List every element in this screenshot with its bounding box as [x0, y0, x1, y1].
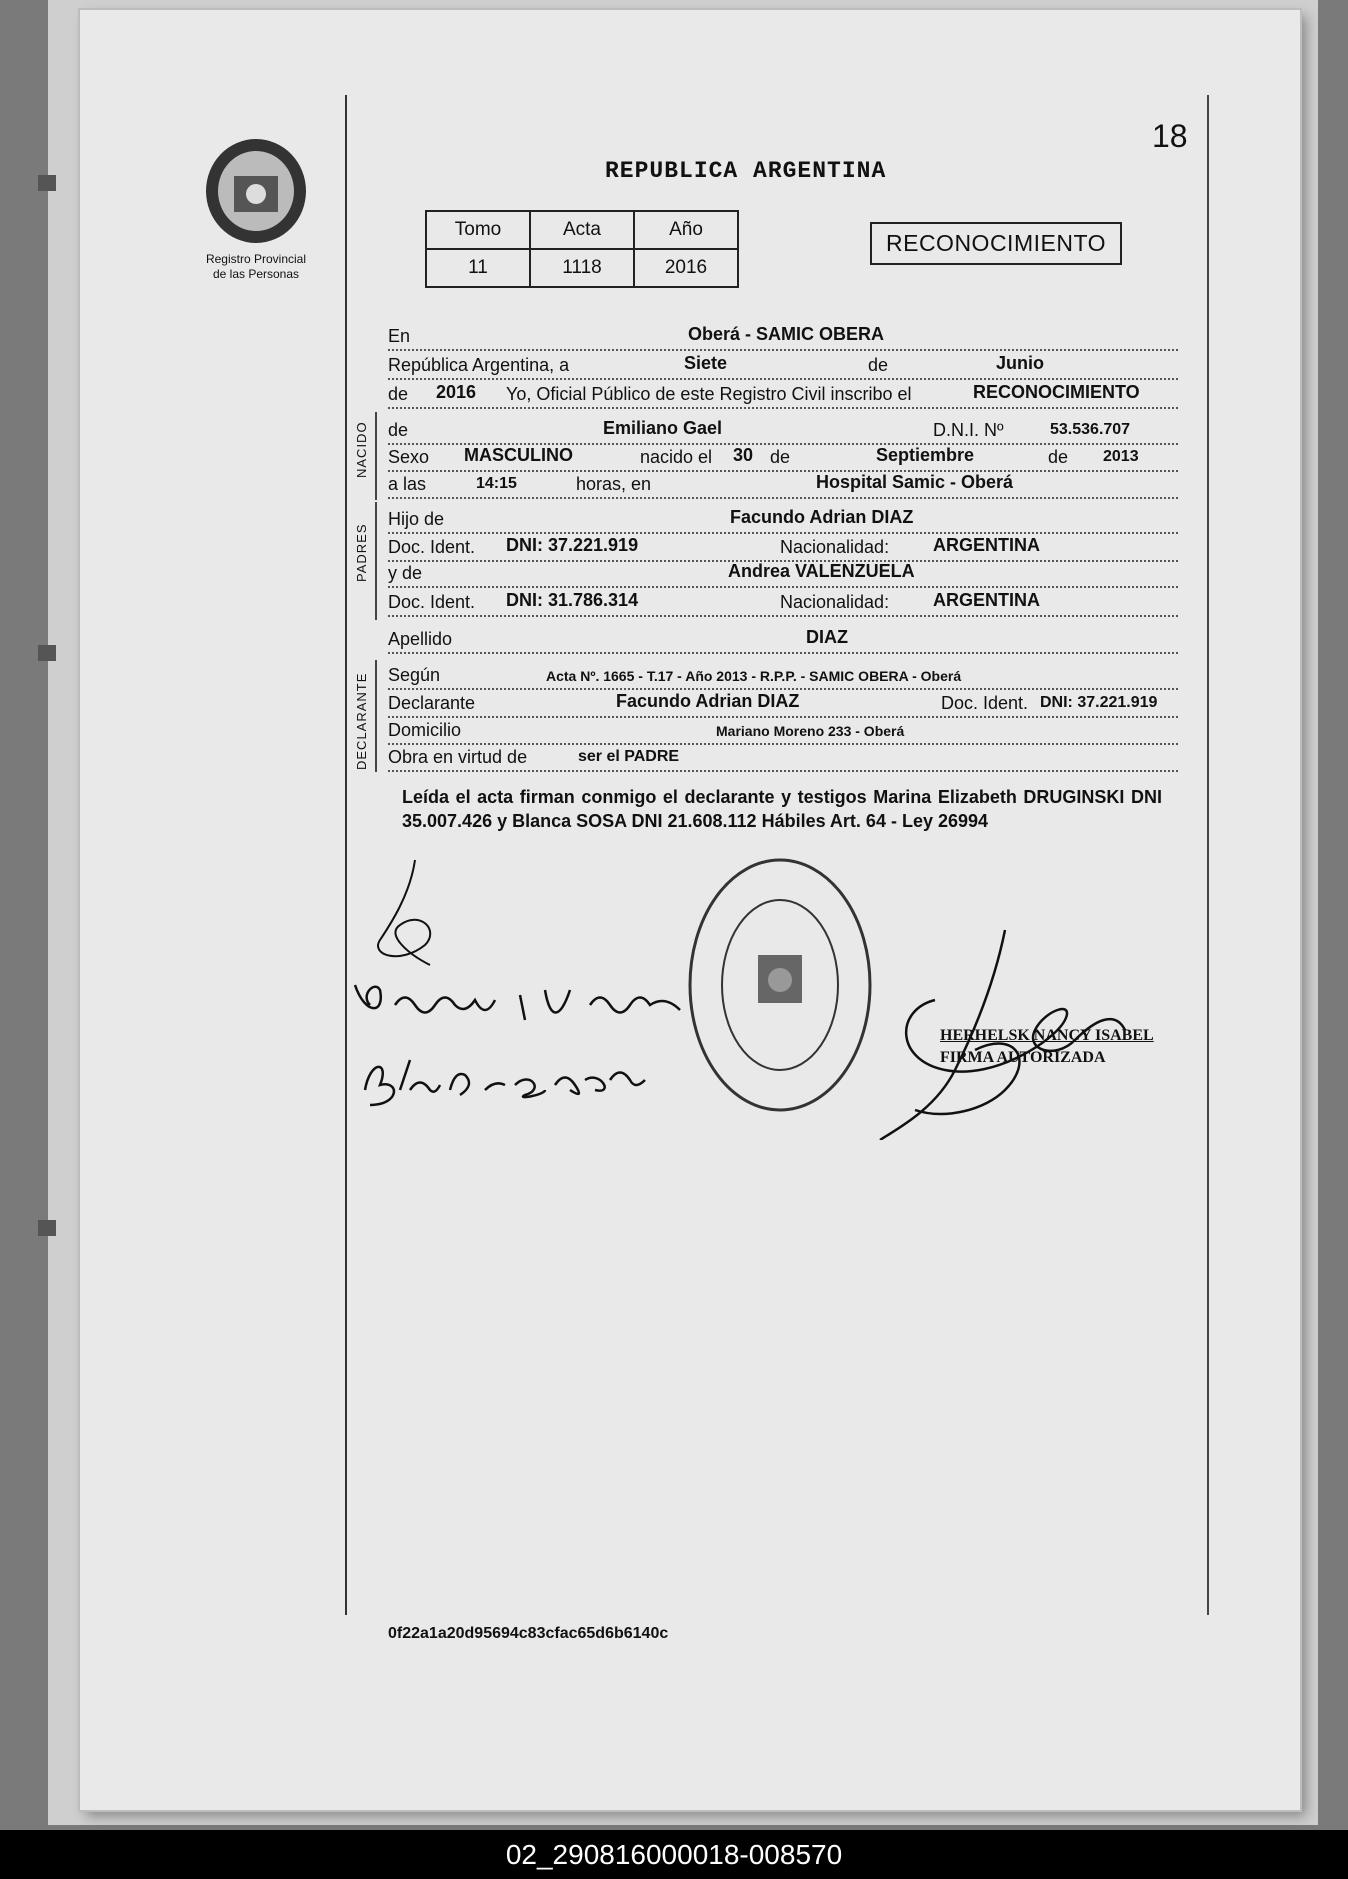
label: Sexo [388, 447, 430, 467]
declarante-name: Facundo Adrian DIAZ [616, 691, 800, 711]
declarante-doc: DNI: 37.221.919 [1040, 694, 1158, 711]
emblem-caption-line: Registro Provincial [205, 252, 307, 266]
birth-time: 14:15 [476, 475, 517, 492]
line-place [388, 323, 1178, 351]
binder-clip [38, 1220, 56, 1236]
birth-place: Hospital Samic - Oberá [816, 472, 1014, 492]
label: de [770, 447, 791, 467]
line-father [388, 506, 1178, 534]
label: Yo, Oficial Público de este Registro Civil inscribo el [506, 384, 912, 404]
witness-signature-druginsky [345, 975, 705, 1035]
side-label-padres: PADRES [354, 523, 369, 582]
label: Nacionalidad: [780, 592, 890, 612]
label: Obra en virtud de [388, 747, 528, 767]
declarant-signature [370, 855, 470, 975]
surname-value: DIAZ [806, 627, 848, 647]
father-name: Facundo Adrian DIAZ [730, 507, 914, 527]
record-header: Año [634, 211, 738, 249]
place-value: Oberá - SAMIC OBERA [688, 324, 885, 344]
birth-year: 2013 [1103, 448, 1139, 465]
label: República Argentina, a [388, 355, 570, 375]
child-dni: 53.536.707 [1050, 421, 1131, 438]
child-name: Emiliano Gael [603, 418, 723, 438]
record-value: 11 [426, 249, 530, 287]
page-number: 18 [1152, 118, 1188, 154]
label: Domicilio [388, 720, 462, 740]
segun-value: Acta Nº. 1665 - T.17 - Año 2013 - R.P.P. - SAMIC OBERA - Oberá [546, 668, 962, 684]
record-header: Acta [530, 211, 634, 249]
line-name [388, 417, 1178, 445]
label: Declarante [388, 693, 476, 713]
mother-doc: DNI: 31.786.314 [506, 590, 639, 610]
closing-paragraph: Leída el acta firman conmigo el declarante y testigos Marina Elizabeth DRUGINSKI DNI 35.007.426 y Blanca SOSA DNI 21.608.112 Hábiles Art. 64 - Ley 26994 [402, 787, 1162, 831]
line-mother-doc [388, 589, 1178, 617]
mother-nationality: ARGENTINA [933, 590, 1040, 610]
authority-name: HERHELSK NANCY ISABEL [940, 1027, 1154, 1044]
birth-day: 30 [733, 445, 754, 465]
label: horas, en [576, 474, 652, 494]
witness-signature-sosa [355, 1050, 655, 1110]
file-id-footer: 02_290816000018-008570 [0, 1830, 1348, 1879]
record-value: 1118 [530, 249, 634, 287]
label: Doc. Ident. [941, 693, 1029, 713]
label: Nacionalidad: [780, 537, 890, 557]
section-divider [375, 412, 377, 500]
birth-month: Septiembre [876, 445, 975, 465]
line-birthplace [388, 471, 1178, 499]
father-nationality: ARGENTINA [933, 535, 1040, 555]
label: En [388, 326, 411, 346]
mother-name: Andrea VALENZUELA [728, 561, 915, 581]
line-obra [388, 744, 1178, 772]
binder-clip [38, 645, 56, 661]
month-value: Junio [996, 353, 1044, 373]
line-birth [388, 444, 1178, 472]
year-value: 2016 [436, 382, 477, 402]
label: de [388, 384, 409, 404]
label: Hijo de [388, 509, 445, 529]
line-mother [388, 560, 1178, 588]
binder-clip [38, 175, 56, 191]
label: Doc. Ident. [388, 592, 476, 612]
day-value: Siete [684, 353, 728, 373]
side-label-nacido: NACIDO [354, 421, 369, 478]
line-segun [388, 662, 1178, 690]
label: de [388, 420, 409, 440]
authority-role: FIRMA AUTORIZADA [940, 1049, 1106, 1066]
emblem-caption [186, 252, 326, 282]
label: y de [388, 563, 423, 583]
sex-value: MASCULINO [464, 445, 573, 465]
record-header: Tomo [426, 211, 530, 249]
registry-seal [680, 850, 880, 1120]
record-value: 2016 [634, 249, 738, 287]
label: D.N.I. Nº [933, 420, 1004, 440]
line-declarante [388, 690, 1178, 718]
label: Apellido [388, 629, 453, 649]
line-date [388, 352, 1178, 380]
record-table [425, 210, 739, 288]
emblem-caption-line: de las Personas [212, 267, 300, 281]
label: a las [388, 474, 427, 494]
section-divider [375, 660, 377, 772]
label: de [868, 355, 889, 375]
obra-value: ser el PADRE [578, 748, 680, 765]
authority-block [940, 1025, 1154, 1069]
act-type-box: RECONOCIMIENTO [870, 222, 1122, 265]
line-year [388, 381, 1178, 409]
document-hash: 0f22a1a20d95694c83cfac65d6b6140c [388, 1625, 669, 1642]
province-emblem-icon [196, 136, 316, 246]
line-father-doc [388, 534, 1178, 562]
side-label-declarante: DECLARANTE [354, 672, 369, 770]
label: de [1048, 447, 1069, 467]
father-doc: DNI: 37.221.919 [506, 535, 639, 555]
label: nacido el [640, 447, 713, 467]
line-surname [388, 626, 1178, 654]
label: Doc. Ident. [388, 537, 476, 557]
domicilio-value: Mariano Moreno 233 - Oberá [716, 723, 905, 739]
section-divider [375, 502, 377, 620]
act-value: RECONOCIMIENTO [973, 382, 1140, 402]
document-title: REPUBLICA ARGENTINA [605, 158, 887, 184]
line-domicilio [388, 717, 1178, 745]
label: Según [388, 665, 441, 685]
